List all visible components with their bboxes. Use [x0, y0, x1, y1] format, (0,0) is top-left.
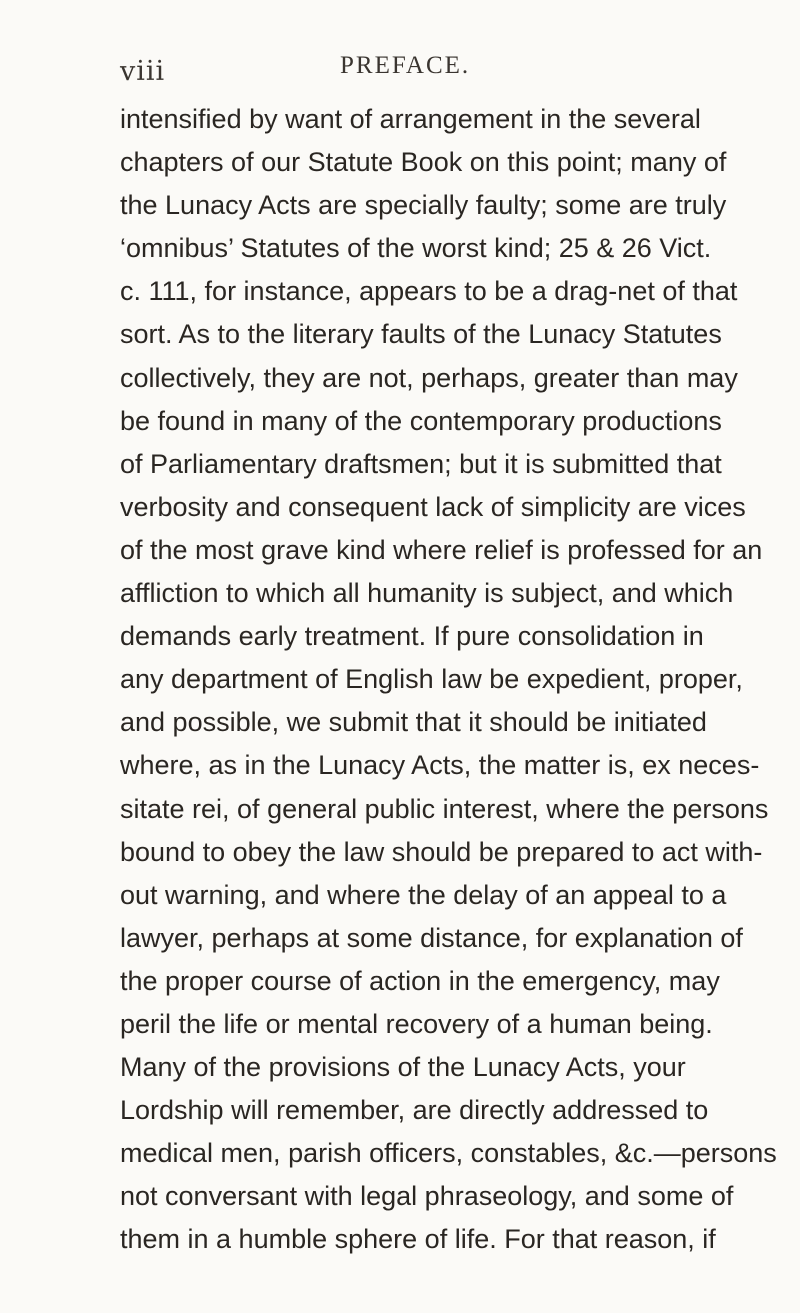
text-line: the Lunacy Acts are specially faulty; some are truly [120, 190, 727, 221]
text-line: affliction to which all humanity is subject, and which [120, 578, 734, 609]
text-line: out warning, and where the delay of an appeal to a [120, 879, 727, 910]
text-line: medical men, parish officers, constables, &c.—persons [120, 1138, 777, 1169]
text-line: of the most grave kind where relief is professed for an [120, 534, 763, 565]
text-line: Many of the provisions of the Lunacy Acts, your [120, 1052, 686, 1083]
body-text [120, 98, 777, 1262]
text-line: them in a humble sphere of life. For that reason, if [120, 1224, 716, 1255]
text-line: sort. As to the literary faults of the Lunacy Statutes [120, 319, 722, 350]
text-line: collectively, they are not, perhaps, greater than may [120, 362, 738, 393]
text-line: of Parliamentary draftsmen; but it is submitted that [120, 448, 722, 479]
text-line: Lordship will remember, are directly addressed to [120, 1095, 709, 1126]
text-line: be found in many of the contemporary productions [120, 405, 722, 436]
text-line: any department of English law be expedient, proper, [120, 664, 743, 695]
text-line: c. 111, for instance, appears to be a drag-net of that [120, 276, 738, 307]
text-line: sitate rei, of general public interest, where the persons [120, 793, 769, 824]
page-number: viii [120, 56, 166, 87]
text-line: peril the life or mental recovery of a human being. [120, 1008, 713, 1039]
text-line: and possible, we submit that it should be initiated [120, 707, 707, 738]
text-line: not conversant with legal phraseology, and some of [120, 1181, 734, 1212]
text-line: intensified by want of arrangement in the several [120, 104, 701, 134]
text-line: the proper course of action in the emergency, may [120, 965, 720, 996]
text-line: chapters of our Statute Book on this point; many of [120, 147, 727, 178]
text-line: ‘omnibus’ Statutes of the worst kind; 25 & 26 Vict. [120, 233, 712, 264]
text-line: lawyer, perhaps at some distance, for explanation of [120, 922, 743, 953]
text-line: bound to obey the law should be prepared to act with- [120, 836, 763, 867]
text-line: demands early treatment. If pure consolidation in [120, 621, 704, 652]
text-line: verbosity and consequent lack of simplicity are vices [120, 491, 746, 522]
running-head [120, 52, 740, 92]
text-line: where, as in the Lunacy Acts, the matter is, ex neces- [120, 750, 760, 781]
running-title: PREFACE. [340, 52, 471, 79]
